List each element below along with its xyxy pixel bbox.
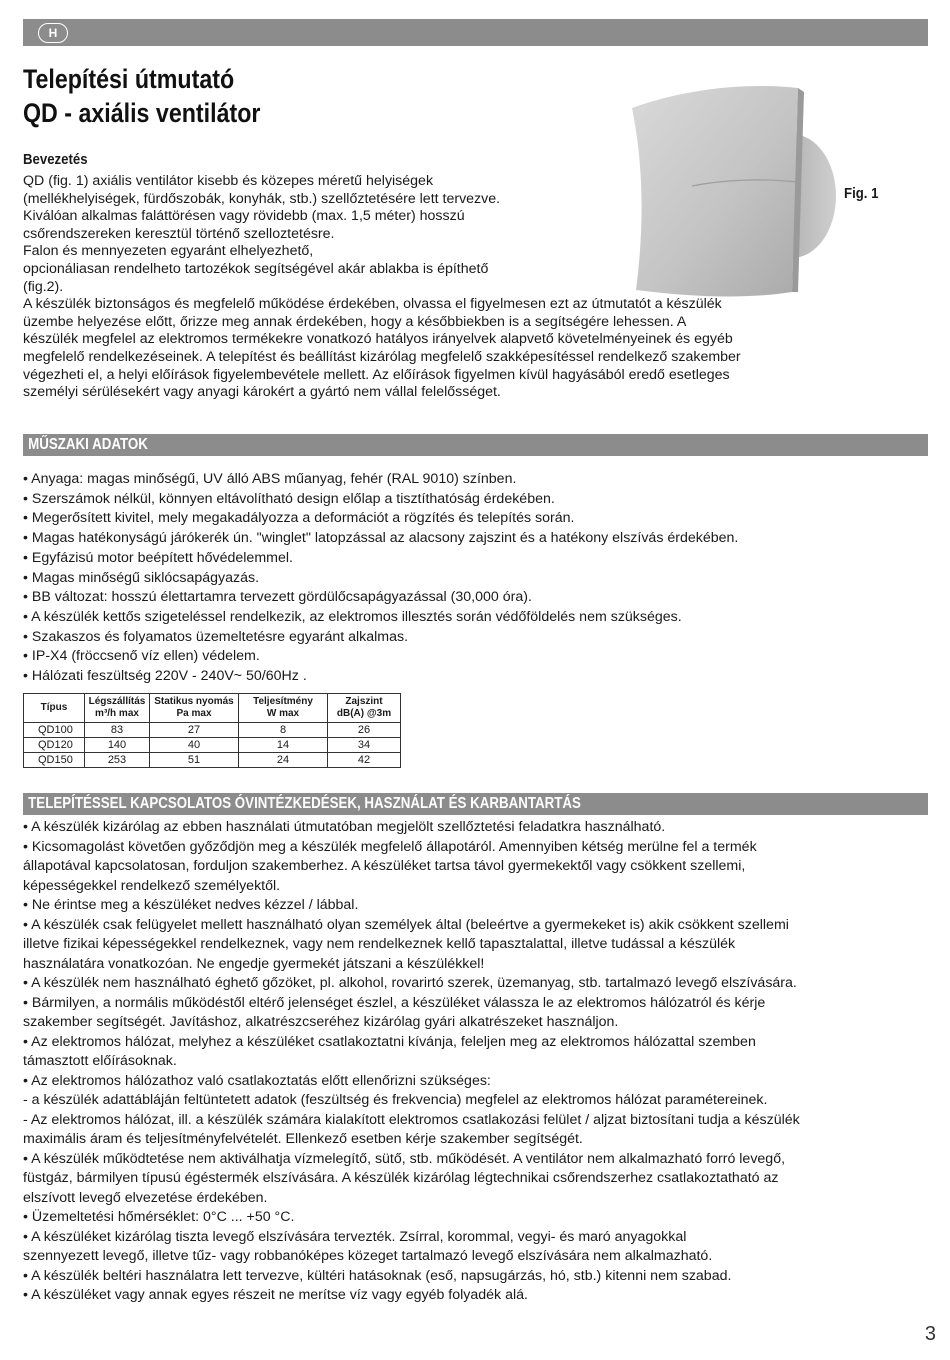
tech-section-bar (23, 434, 928, 456)
table-cell: 253 (85, 753, 150, 768)
page-title (23, 62, 260, 130)
table-row (24, 738, 401, 753)
table-header-cell: Légszállítás m³/h max (85, 694, 150, 723)
list-item: • A készüléket vagy annak egyes részeit ne merítse víz vagy egyéb folyadék alá. (23, 1287, 528, 1303)
header-bar (23, 19, 928, 46)
list-item: használatára vonatkozóan. Ne engedje gyermekét játszani a készülékkel! (23, 955, 485, 972)
intro-line: QD (fig. 1) axiális ventilátor kisebb és közepes méretű helyiségek (23, 173, 434, 189)
title-line-1: Telepítési útmutató (23, 64, 235, 94)
table-cell: 40 (150, 738, 239, 753)
safety-section-title: TELEPÍTÉSSEL KAPCSOLATOS ÓVINTÉZKEDÉSEK, HASZNÁLAT ÉS KARBANTARTÁS (28, 795, 581, 812)
tech-feature-list (23, 470, 738, 687)
table-cell: 140 (85, 738, 150, 753)
list-item: • Egyfázisú motor beépített hővédelemmel. (23, 549, 293, 566)
list-item: • IP-X4 (fröccsenő víz ellen) védelem. (23, 648, 260, 665)
list-item: • A készülék működtetése nem aktiválhatja vízmelegítő, sütő, stb. működését. A ventilátor nem alkalmazható forró levegő, (23, 1150, 786, 1167)
list-item: szakember segítségét. Javításhoz, alkatrészcseréhez kizárólag gyári alkatrészeket használjon. (23, 1014, 619, 1030)
table-cell: 27 (150, 723, 239, 738)
list-item: • Szakaszos és folyamatos üzemeltetésre egyaránt alkalmas. (23, 628, 409, 645)
figure-label: Fig. 1 (844, 185, 879, 202)
list-item: • A készüléket kizárólag tiszta levegő elszívására tervezték. Zsírral, korommal, vegyi- és maró anyagokkal (23, 1228, 687, 1245)
table-cell: 34 (328, 738, 401, 753)
table-cell: 51 (150, 753, 239, 768)
list-item: • A készülék csak felügyelet mellett használható olyan személyek által (beleértve a gyermekeket is) akik csökkent szellemi (23, 916, 789, 933)
list-item: • A készülék kizárólag az ebben használati útmutatóban megjelölt szellőztetési feladatkra használható. (23, 819, 666, 835)
intro-line: A készülék biztonságos és megfelelő működése érdekében, olvassa el figyelmesen ezt az útmutatót a készülék (23, 296, 722, 313)
tech-section-title: MŰSZAKI ADATOK (28, 436, 148, 453)
intro-line: Falon és mennyezeten egyaránt elhelyezhető, (23, 243, 314, 260)
list-item: • Ne érintse meg a készüléket nedves kézzel / lábbal. (23, 897, 359, 913)
language-badge: H (38, 23, 68, 43)
table-cell: 14 (239, 738, 328, 753)
intro-line: Kiválóan alkalmas faláttörésen vagy rövidebb (max. 1,5 méter) hosszú (23, 208, 465, 225)
list-item: • Magas hatékonyságú járókerék ún. "winglet" latopzással az alacsony zajszint és a hatékony elszívás érdekében. (23, 530, 739, 547)
list-item: • Az elektromos hálózat, melyhez a készüléket csatlakoztatni kívánja, feleljen meg az elektromos hálózattal szemben (23, 1033, 756, 1050)
list-item: elszívott levegő elvezetése érdekében. (23, 1189, 268, 1206)
intro-line: végezheti el, a helyi előírások figyelembevétele mellett. Az előírások figyelmen kívül hagyásából eredő esetleges (23, 366, 730, 383)
list-item: • Bármilyen, a normális működéstől eltérő jelenséget észlel, a készüléket válassza le az elektromos hálózatról és kérje (23, 994, 766, 1011)
list-item: maximális áram és teljesítményfelvételét. Ellenkező esetben kérje szakember segítségét. (23, 1131, 583, 1147)
list-item: • A készülék beltéri használatra lett tervezve, kültéri hatásoknak (eső, napsugárzás, hó, stb.) kitenni nem szabad. (23, 1267, 732, 1284)
list-item: • Magas minőségű siklócsapágyazás. (23, 569, 260, 586)
list-item: • A készülék kettős szigeteléssel rendelkezik, az elektromos illesztés során védőföldelés nem szükséges. (23, 608, 682, 625)
list-item: • Szerszámok nélkül, könnyen eltávolítható design előlap a tisztíthatóság érdekében. (23, 490, 555, 507)
intro-line: üzembe helyezése előtt, őrizze meg annak érdekében, hogy a későbbiekben is a segítségére lehessen. A (23, 313, 687, 330)
table-cell: 26 (328, 723, 401, 738)
table-header-cell: Zajszint dB(A) @3m (328, 694, 401, 723)
table-header-cell: Típus (24, 694, 85, 723)
list-item: támasztott előírásoknak. (23, 1053, 177, 1069)
list-item: - Az elektromos hálózat, ill. a készülék számára kialakított elektromos csatlakozási felület / aljzat biztosítani tudja a készülék (23, 1111, 800, 1128)
table-cell: 42 (328, 753, 401, 768)
safety-list (23, 818, 800, 1306)
list-item: - a készülék adattábláján feltüntetett adatok (feszültség és frekvencia) megfelel az elektromos hálózat paramétereinek. (23, 1092, 768, 1108)
intro-line: csőrendszereken keresztül történő szelloztetésre. (23, 225, 335, 242)
intro-line: készülék megfelel az elektromos termékekre vonatkozó hatályos irányelvek alapvető követelményeinek és egyéb (23, 331, 733, 348)
spec-table (23, 693, 401, 768)
table-row (24, 753, 401, 768)
list-item: • BB változat: hosszú élettartamra tervezett gördülőcsapágyazással (30,000 óra). (23, 589, 532, 606)
table-cell: QD150 (24, 753, 85, 768)
page-number: 3 (924, 1323, 936, 1345)
list-item: • Üzemeltetési hőmérséklet: 0°C ... +50 °C. (23, 1209, 295, 1225)
list-item: állapotával kapcsolatosan, forduljon szakemberhez. A készüléket tartsa távol gyermekektől vagy csökkent szellemi, (23, 858, 746, 874)
intro-line: (mellékhelyiségek, fürdőszobák, konyhák, stb.) szellőztetésére lett tervezve. (23, 190, 501, 207)
table-cell: 8 (239, 723, 328, 738)
table-cell: QD100 (24, 723, 85, 738)
table-header-cell: Statikus nyomás Pa max (150, 694, 239, 723)
intro-text (23, 173, 741, 402)
table-header-row (24, 694, 401, 723)
intro-heading: Bevezetés (23, 151, 88, 168)
list-item: • Kicsomagolást követően győződjön meg a készülék megfelelő állapotáról. Amennyiben kétség merülne fel a termék (23, 838, 757, 855)
table-header-cell: Teljesítmény W max (239, 694, 328, 723)
intro-line: opcionáliasan rendelheto tartozékok segítségével akár ablakba is építhető (23, 260, 489, 277)
intro-line: megfelelő rendelkezéseinek. A telepítést és beállítást kizárólag megfelelő szakképesítéssel rendelkező szakember (23, 348, 741, 365)
intro-line: (fig.2). (23, 278, 64, 295)
list-item: • Hálózati feszültség 220V - 240V~ 50/60Hz . (23, 668, 307, 685)
list-item: • Anyaga: magas minőségű, UV álló ABS műanyag, fehér (RAL 9010) színben. (23, 471, 517, 487)
list-item: • Megerősített kivitel, mely megakadályozza a deformációt a rögzítés és telepítés során. (23, 510, 575, 527)
list-item: képességekkel rendelkező személyektől. (23, 877, 281, 894)
table-cell: 24 (239, 753, 328, 768)
table-cell: 83 (85, 723, 150, 738)
list-item: • A készülék nem használható éghető gőzöket, pl. alkohol, rovarirtó szerek, üzemanyag, stb. tartalmazó levegő elszívására. (23, 975, 797, 991)
intro-line: személyi sérülésekért vagy anyagi károkért a gyártó nem vállal felelősséget. (23, 384, 501, 401)
list-item: • Az elektromos hálózathoz való csatlakoztatás előtt ellenőrizni szükséges: (23, 1072, 491, 1089)
title-line-2: QD - axiális ventilátor (23, 98, 261, 128)
list-item: szennyezett levegő, illetve tűz- vagy robbanóképes közeget tartalmazó levegő elszívására nem alkalmazható. (23, 1248, 713, 1264)
list-item: illetve fizikai képességekkel rendelkeznek, vagy nem rendelkeznek kellő tapasztalattal, illetve tudással a készülék (23, 936, 736, 952)
safety-section-bar (23, 793, 928, 815)
table-cell: QD120 (24, 738, 85, 753)
list-item: füstgáz, bármilyen típusú égéstermék elszívására. A készülék kizárólag légtechnikai csőrendszerhez csatlakoztatható az (23, 1170, 779, 1186)
table-row (24, 723, 401, 738)
